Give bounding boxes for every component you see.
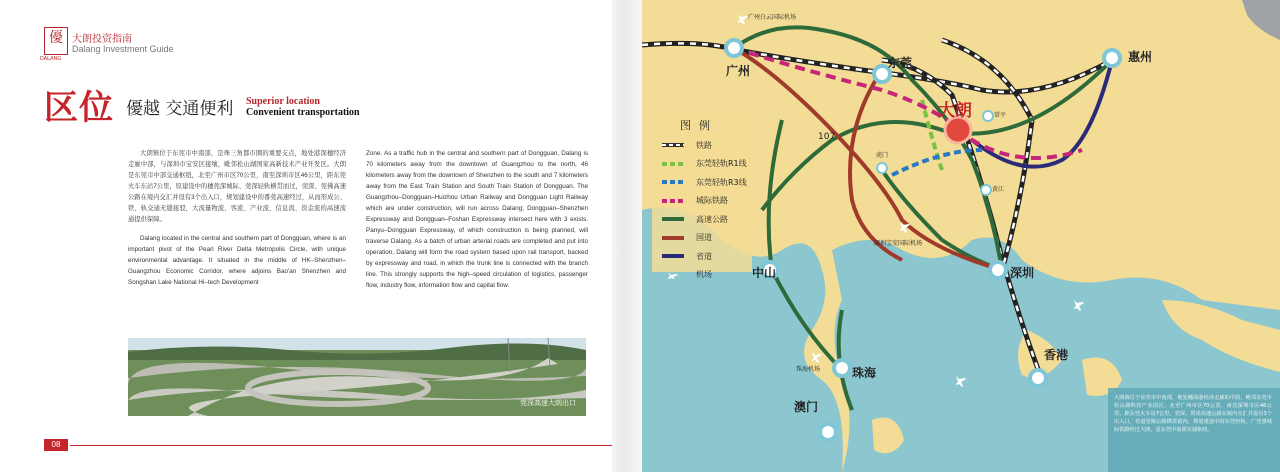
section-big-title: 区位 — [44, 88, 114, 128]
label-changping: 常平 — [994, 112, 1007, 119]
legend-item — [662, 136, 747, 155]
text-column-2 — [366, 148, 588, 299]
city-macau: 澳门 — [794, 400, 819, 414]
legend-swatch — [662, 178, 684, 186]
label-sz-airport: 深圳宝安国际机场 — [874, 240, 923, 247]
city-zhuhai: 珠海 — [852, 366, 877, 380]
legend-label: 国道 — [696, 233, 712, 243]
section-heading-en-line2: Convenient transportation — [246, 107, 360, 118]
book-gutter — [612, 0, 642, 472]
legend-label: 机场 — [696, 270, 712, 280]
footer-rule — [70, 445, 612, 446]
legend-item — [662, 192, 747, 211]
map-page — [642, 0, 1280, 472]
city-huizhou: 惠州 — [1128, 50, 1153, 64]
legend-label: 省道 — [696, 251, 712, 261]
guide-title-en: Dalang Investment Guide — [72, 44, 174, 54]
legend-item — [662, 229, 747, 248]
city-guangzhou: 广州 — [726, 64, 751, 78]
guide-title-cn: 大朗投资指南 — [72, 34, 132, 45]
legend-label: 铁路 — [696, 140, 712, 150]
airplane-icon — [662, 271, 684, 279]
text-column-1 — [128, 148, 346, 296]
logo-icon: 優 — [44, 27, 68, 55]
city-dongguan: 东莞 — [888, 56, 913, 70]
paragraph-en-cont: Zone. As a traffic hub in the central and southern part of Dongguan, Dalang is 70 kilometers away from the downtown of Guangzhou to the north, 46 kilometers away from the downtown of Shenzhen to the south and 7 kilometers away from the East Train Station and South Train Station of Dongguan. The Guangzhou–Dongguan–Huizhou Urban Railway and Dongguan Light Railway which are under construction, will run across Dalang; Dongguan–Shenzhen Expressway and Dongguan–Foshan Expressway intersect here with 3 exists. Panyu–Dongguan Expressway, of which construction is being planned, will traverse Dalang. As a batch of urban arterial roads are completed and put into operation, Dalang will form the road system based upon rail transport, backed by expressway and road, in which the trunk line is connected with the branch line. This strongly supports the high–speed circulation of logistics, passenger flow, industry flow, information flow and capital flow. — [366, 150, 588, 289]
legend-item — [662, 247, 747, 266]
section-heading-en-line1: Superior location — [246, 96, 320, 107]
legend-label: 高速公路 — [696, 214, 728, 224]
legend-label: 城际铁路 — [696, 196, 728, 206]
logo-subtext: DALANG — [40, 56, 62, 62]
legend — [662, 136, 747, 284]
legend-swatch — [662, 141, 684, 149]
map-caption: 大朗镇位于东莞市中南部，地处穗深港经济走廊的中段，毗邻东莞市松山湖科技产业园区，北至广州市区70公里，南达深圳市区46公里，距东莞火车站7公里。莞深、常虎高速公路在镇内交汇并设有3个出入口，省道莞樟公路横贯镇内，规划建设中的东莞轻轨、广莞惠城际铁路经过大朗，是东莞中南部交通枢纽。 — [1114, 395, 1272, 433]
legend-title: 图例 — [680, 119, 718, 132]
paragraph-cn: 大朗镇位于东莞市中南部，是珠三角都市圈的重要支点，地处港深穗经济走廊中部，与深圳市宝安区接壤，毗邻松山湖国家高新技术产业开发区。大朗是东莞市中部交通枢纽，北至广州市区70公里，南至深圳市区46公里，距东莞火车东站7公里，原建设中的穗莞深城际、莞深轻轨横贯而过，莞深、莞佛高速公路在境内交汇并设有3个出入口，规划建设中的番莞高速经过，从而形成公、铁、轨交通无缝接驳，大流量物流、客流、产业流、信息流、资金流的高速流通提供保障。 — [128, 150, 346, 223]
city-dalang: 大朗 — [938, 101, 972, 121]
legend-swatch — [662, 160, 684, 168]
legend-item — [662, 173, 747, 192]
legend-label: 东莞轻轨R1线 — [696, 159, 747, 169]
label-zh-airport: 珠海机场 — [796, 366, 821, 373]
legend-swatch — [662, 215, 684, 223]
highway-photo — [128, 338, 586, 416]
paragraph-en: Dalang located in the central and southern part of Dongguan, where is an important pivot of the Pearl River Delta Metropolis Circle, with unique environmental advantage. It situated in the middle of HK–Shenzhen–Guangzhou Economic Corridor, where adjoins Bao'an Shenzhen and Songshan Lake National Hi–tech Development — [128, 235, 346, 286]
legend-item — [662, 266, 747, 285]
label-gz-airport: 广州白云国际机场 — [748, 14, 797, 21]
page-number: 08 — [44, 439, 68, 451]
legend-swatch — [662, 197, 684, 205]
legend-swatch — [662, 252, 684, 260]
label-humen: 虎门 — [876, 152, 889, 159]
left-page — [0, 0, 612, 472]
legend-swatch — [662, 234, 684, 242]
city-shenzhen: 深圳 — [1010, 266, 1035, 280]
photo-caption: 莞深高速大朗出口 — [520, 399, 576, 407]
label-huangjiang: 黄江 — [992, 186, 1005, 193]
legend-item — [662, 155, 747, 174]
city-hongkong: 香港 — [1044, 348, 1069, 362]
section-heading-cn: 優越 交通便利 — [126, 99, 234, 119]
city-zhongshan: 中山 — [752, 266, 777, 280]
legend-item — [662, 210, 747, 229]
legend-label: 东莞轻轨R3线 — [696, 177, 747, 187]
label-road-107: 107 — [818, 132, 836, 142]
